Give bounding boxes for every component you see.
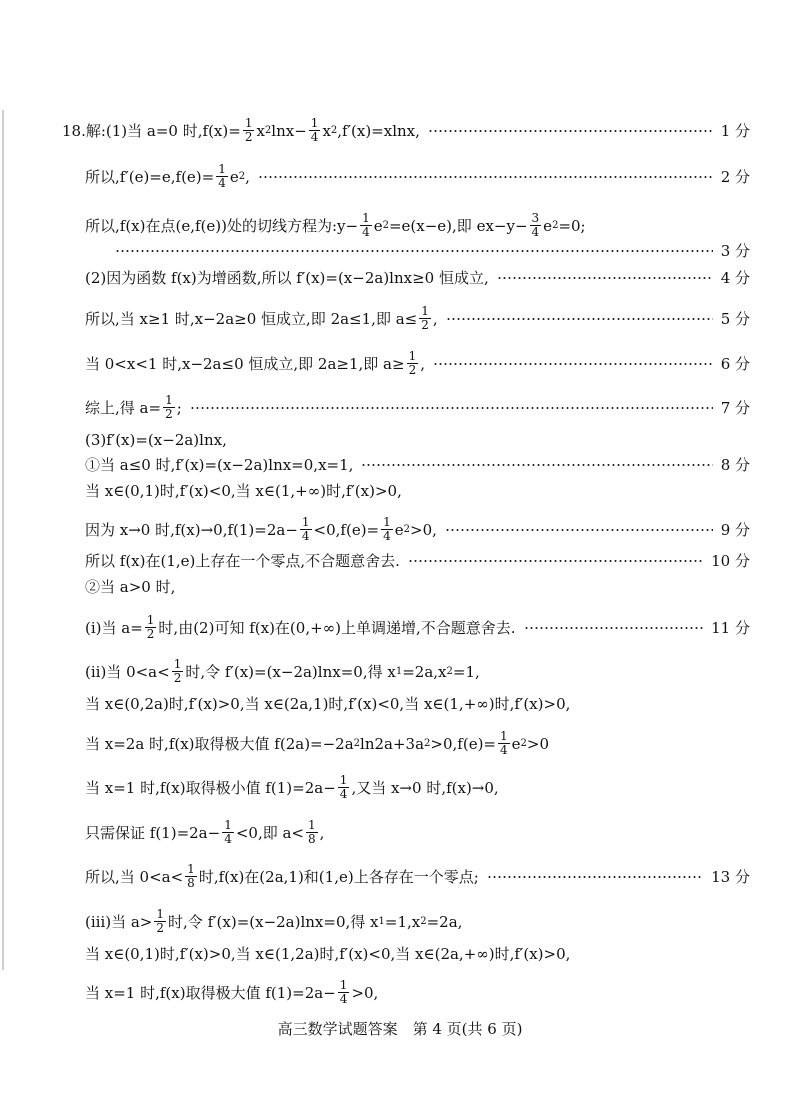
text-run: e <box>543 216 553 235</box>
fraction-denominator: 4 <box>301 529 310 543</box>
solution-line-r7 <box>85 350 750 377</box>
dotted-leader <box>497 277 713 279</box>
score-label: 11 分 <box>711 618 750 637</box>
fraction-denominator: 2 <box>421 318 429 332</box>
line-text <box>85 614 516 641</box>
text-run: ①当 a≤0 时,f′(x)=(x−2a)lnx=0,x=1, <box>85 456 354 474</box>
fraction-numerator: 1 <box>173 657 182 671</box>
fraction <box>216 163 228 190</box>
text-run: ,又当 x→0 时,f(x)→0, <box>351 778 499 797</box>
dotted-leader <box>258 176 713 178</box>
text-run: =2a, <box>426 912 463 931</box>
fraction-denominator: 2 <box>165 407 173 421</box>
fraction-numerator: 1 <box>500 729 508 743</box>
score-label: 13 分 <box>711 867 750 886</box>
text-run: (2)因为函数 f(x)为增函数,所以 f′(x)=(x−2a)lnx≥0 恒成立, <box>85 269 489 287</box>
fraction <box>407 350 419 377</box>
fraction <box>338 774 350 801</box>
line-text <box>85 481 402 501</box>
text-run: 时,令 f′(x)=(x−2a)lnx=0,得 x <box>185 662 396 681</box>
text-run: =1, <box>452 662 480 681</box>
fraction <box>360 212 372 239</box>
solution-line-r15 <box>85 614 750 641</box>
line-text: 所以,f′(e)=e,f(e)= $\frac{1}{4}$ e 2 , <box>85 162 250 190</box>
text-run: 因为 x→0 时,f(x)→0,f(1)=2a− <box>85 520 298 539</box>
text-run: 时,令 f′(x)=(x−2a)lnx=0,得 x <box>168 912 379 931</box>
fraction <box>309 117 321 144</box>
fraction-denominator: 4 <box>218 176 226 190</box>
solution-line-r24 <box>85 979 750 1006</box>
text-run: =0; <box>558 216 586 235</box>
dotted-leader <box>487 876 703 878</box>
fraction-numerator: 1 <box>362 211 370 225</box>
line-text: (ⅲ)当 a> $\frac{1}{2}$ 时,令 f′(x)=(x−2a)lnx=0,得 x 1 =1,x 2 =2a, <box>85 907 463 935</box>
solution-line-r9 <box>85 430 750 450</box>
solution-line-r18 <box>85 730 750 757</box>
fraction-numerator: 1 <box>308 818 316 832</box>
fraction-numerator: 3 <box>531 211 540 225</box>
fraction <box>498 730 510 757</box>
text-run: >0,f(e)= <box>430 734 497 753</box>
fraction <box>419 305 431 332</box>
fraction-numerator: 1 <box>165 393 173 407</box>
line-text <box>85 774 499 801</box>
fraction <box>530 212 542 239</box>
fraction-denominator: 8 <box>187 876 195 890</box>
fraction-numerator: 1 <box>383 515 391 529</box>
fraction <box>172 658 184 685</box>
score-label: 2 分 <box>720 167 750 186</box>
text-run: , <box>319 823 325 842</box>
line-text <box>85 577 175 597</box>
score-label: 10 分 <box>711 552 750 570</box>
solution-line-r11 <box>85 481 750 501</box>
fraction-denominator: 4 <box>310 130 319 144</box>
solution-line-r1 <box>62 117 750 144</box>
solution-line-r3 <box>85 212 750 239</box>
dotted-leader <box>190 407 713 409</box>
line-text <box>85 551 400 571</box>
score-label: 7 分 <box>720 398 750 417</box>
dotted-leader <box>408 560 703 562</box>
text-run: (ⅲ)当 a> <box>85 912 153 931</box>
text-run: >0, <box>410 520 437 539</box>
text-run: , <box>432 309 438 328</box>
text-run: , <box>420 354 425 373</box>
fraction <box>243 117 255 144</box>
line-text <box>85 268 489 288</box>
text-run: 所以 f(x)在(1,e)上存在一个零点,不合题意舍去. <box>85 552 400 570</box>
text-run: 所以,f′(e)=e,f(e)= <box>85 167 215 186</box>
text-run: =2a,x <box>402 662 447 681</box>
fraction-numerator: 1 <box>339 773 348 787</box>
text-run: <0,f(e)= <box>313 520 380 539</box>
fraction-numerator: 1 <box>408 349 417 363</box>
text-run: , <box>245 167 250 186</box>
solution-line-r17 <box>85 694 750 714</box>
score-label: 3 分 <box>720 242 750 260</box>
score-label: 4 分 <box>720 269 750 287</box>
solution-line-r8 <box>85 394 750 421</box>
fraction-denominator: 4 <box>383 529 391 543</box>
fraction <box>300 516 312 543</box>
text-run: x <box>256 121 265 140</box>
score-label: 9 分 <box>720 520 750 539</box>
solution-line-r20 <box>85 819 750 846</box>
line-text <box>85 430 227 450</box>
solution-line-r16 <box>85 658 750 685</box>
fraction <box>338 979 350 1006</box>
solution-line-r14 <box>85 577 750 597</box>
scan-margin-line <box>2 110 4 970</box>
text-run: ,f′(x)=xlnx, <box>337 121 420 140</box>
text-run: 当 0<x<1 时,x−2a≤0 恒成立,即 2a≥1,即 a≥ <box>85 354 405 373</box>
fraction-denominator: 2 <box>244 130 253 144</box>
dotted-leader <box>524 627 704 629</box>
fraction <box>154 908 166 935</box>
text-run: =e(x−e),即 ex−y− <box>388 216 528 235</box>
text-run: 当 x∈(0,1)时,f′(x)>0,当 x∈(1,2a)时,f′(x)<0,当 x∈(2a,+∞)时,f′(x)>0, <box>85 945 571 963</box>
line-text <box>85 350 425 377</box>
fraction-denominator: 2 <box>173 671 182 685</box>
solution-line-r13 <box>85 551 750 571</box>
score-label: 1 分 <box>720 121 750 140</box>
dotted-leader <box>446 318 713 320</box>
text-run: 时,f(x)在(2a,1)和(1,e)上各存在一个零点; <box>198 867 479 886</box>
fraction-numerator: 1 <box>187 862 195 876</box>
fraction-numerator: 1 <box>218 162 226 176</box>
line-text: 因为 x→0 时,f(x)→0,f(1)=2a− $\frac{1}{4}$ <0,f(e)= $\frac{1}{4}$ e 2 >0, <box>85 515 437 543</box>
fraction-numerator: 1 <box>421 304 429 318</box>
text-run: <0,即 a< <box>235 823 305 842</box>
dotted-leader <box>115 250 713 252</box>
text-run: e <box>229 167 239 186</box>
solution-line-r23 <box>85 944 750 964</box>
line-text <box>85 305 438 332</box>
text-run: e <box>511 734 521 753</box>
fraction-denominator: 2 <box>408 363 417 377</box>
fraction-denominator: 4 <box>339 992 348 1006</box>
text-run: 所以,f(x)在点(e,f(e))处的切线方程为:y− <box>85 216 359 235</box>
score-label: 6 分 <box>720 354 750 373</box>
dotted-leader <box>428 130 713 132</box>
line-text <box>85 863 479 890</box>
fraction <box>306 819 318 846</box>
fraction-denominator: 2 <box>156 921 165 935</box>
text-run: e <box>394 520 404 539</box>
solution-line-r4 <box>85 241 750 261</box>
score-label: 8 分 <box>720 456 750 474</box>
text-run: 所以,当 x≥1 时,x−2a≥0 恒成立,即 2a≤1,即 a≤ <box>85 309 418 328</box>
text-run: >0 <box>526 734 550 753</box>
fraction <box>145 614 157 641</box>
fraction-denominator: 4 <box>362 225 370 239</box>
text-run: 综上,得 a= <box>85 398 162 417</box>
text-run: lnx− <box>271 121 307 140</box>
text-run: ln2a+3a <box>360 734 425 753</box>
dotted-leader <box>433 363 713 365</box>
line-text <box>85 394 182 421</box>
text-run: (3)f′(x)=(x−2a)lnx, <box>85 431 227 449</box>
line-text: 18.解:(1)当 a=0 时,f(x)= $\frac{1}{2}$ x 2 lnx− $\frac{1}{4}$ x 2 ,f′(x)=xlnx, <box>62 116 420 144</box>
text-run: 当 x∈(0,1)时,f′(x)<0,当 x∈(1,+∞)时,f′(x)>0, <box>85 482 402 500</box>
fraction-numerator: 1 <box>146 613 155 627</box>
fraction <box>163 394 175 421</box>
fraction-numerator: 1 <box>244 116 253 130</box>
fraction-denominator: 2 <box>146 627 155 641</box>
fraction-numerator: 1 <box>310 116 319 130</box>
text-run: ②当 a>0 时, <box>85 578 176 596</box>
text-run: (ⅰ)当 a= <box>85 618 143 637</box>
line-text <box>85 979 378 1006</box>
fraction-numerator: 1 <box>156 907 165 921</box>
solution-line-r19 <box>85 774 750 801</box>
line-text <box>85 819 324 846</box>
text-run: ; <box>176 398 182 417</box>
solution-line-r21 <box>85 863 750 890</box>
text-run: >0, <box>351 983 379 1002</box>
line-text: (ⅱ)当 0<a< $\frac{1}{2}$ 时,令 f′(x)=(x−2a)lnx=0,得 x 1 =2a,x 2 =1, <box>85 657 480 685</box>
line-text: 所以,f(x)在点(e,f(e))处的切线方程为:y− $\frac{1}{4}$ e 2 =e(x−e),即 ex−y− $\frac{3}{4}$ e 2 =0; <box>85 211 586 239</box>
line-text <box>85 455 353 475</box>
text-run: 当 x∈(0,2a)时,f′(x)>0,当 x∈(2a,1)时,f′(x)<0,当 x∈(1,+∞)时,f′(x)>0, <box>85 695 571 713</box>
line-text: 当 x=2a 时,f(x)取得极大值 f(2a)=−2a 2 ln2a+3a 2 >0,f(e)= $\frac{1}{4}$ e 2 >0 <box>85 729 550 757</box>
solution-line-r2 <box>85 163 750 190</box>
text-run: 所以,当 0<a< <box>85 867 184 886</box>
text-run: 时,由(2)可知 f(x)在(0,+∞)上单调递增,不合题意舍去. <box>158 618 516 637</box>
fraction <box>185 863 197 890</box>
solution-line-r5 <box>85 268 750 288</box>
text-run: e <box>373 216 383 235</box>
line-text <box>85 944 570 964</box>
fraction-denominator: 8 <box>308 832 316 846</box>
dotted-leader <box>445 529 713 531</box>
solution-line-r6 <box>85 305 750 332</box>
solution-line-r12 <box>85 516 750 543</box>
text-run: 当 x=1 时,f(x)取得极小值 f(1)=2a− <box>85 778 336 797</box>
fraction <box>222 819 234 846</box>
text-run: 18.解:(1)当 a=0 时,f(x)= <box>62 121 241 140</box>
fraction-denominator: 4 <box>224 832 232 846</box>
score-label: 5 分 <box>720 309 750 328</box>
solution-line-r10 <box>85 455 750 475</box>
solution-line-r22 <box>85 908 750 935</box>
fraction-numerator: 1 <box>224 818 232 832</box>
text-run: x <box>322 121 331 140</box>
text-run: 当 x=1 时,f(x)取得极大值 f(1)=2a− <box>85 983 336 1002</box>
page-footer: 高三数学试题答案 第 4 页(共 6 页) <box>277 1020 523 1038</box>
dotted-leader <box>361 464 712 466</box>
fraction <box>381 516 393 543</box>
fraction-denominator: 4 <box>500 743 508 757</box>
text-run: 只需保证 f(1)=2a− <box>85 823 221 842</box>
text-run: =1,x <box>384 912 421 931</box>
fraction-numerator: 1 <box>339 978 348 992</box>
fraction-numerator: 1 <box>301 515 310 529</box>
line-text <box>85 694 570 714</box>
fraction-denominator: 4 <box>339 787 348 801</box>
fraction-denominator: 4 <box>531 225 540 239</box>
text-run: 当 x=2a 时,f(x)取得极大值 f(2a)=−2a <box>85 734 354 753</box>
text-run: (ⅱ)当 0<a< <box>85 662 170 681</box>
